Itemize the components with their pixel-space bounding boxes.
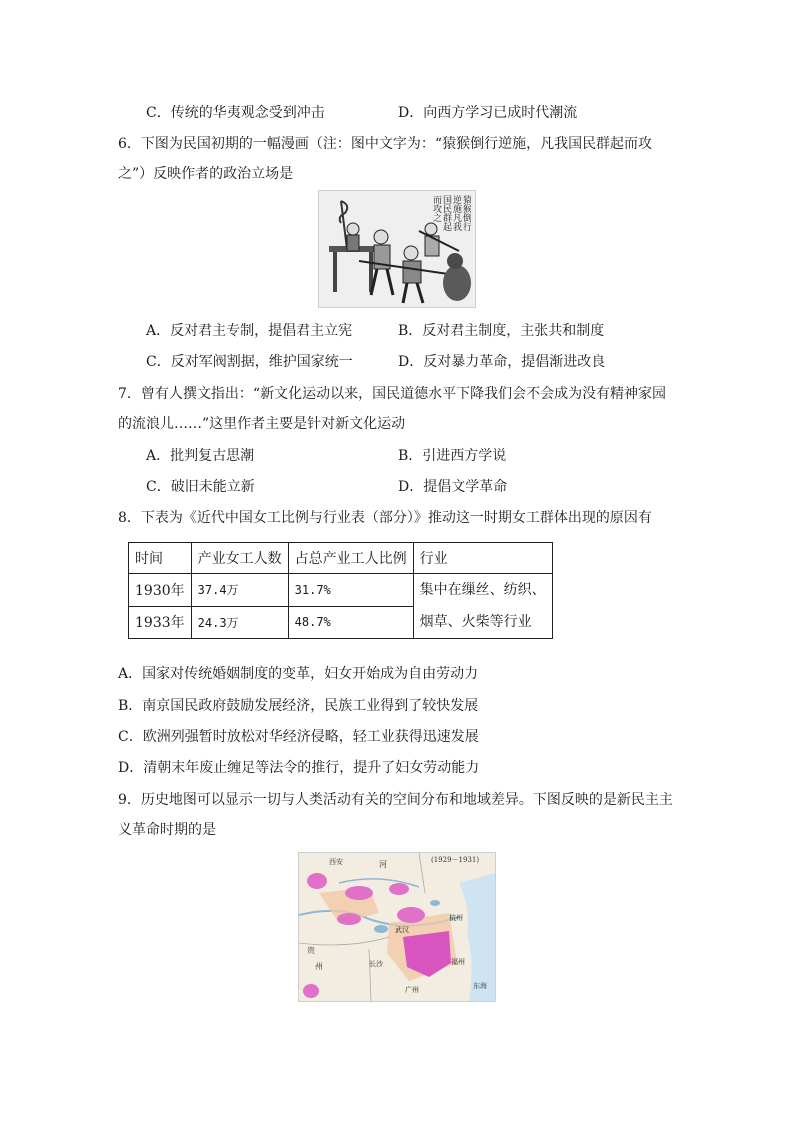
map-label-river: 河 bbox=[379, 860, 387, 869]
q7-option-b: B．引进西方学说 bbox=[398, 448, 507, 464]
map-label-dates: (1929－1931) bbox=[431, 856, 480, 864]
table-cell-count: 24.3万 bbox=[191, 606, 288, 639]
table-cell-year: 1930年 bbox=[129, 574, 192, 607]
q9-stem-line1: 9．历史地图可以显示一切与人类活动有关的空间分布和地域差异。下图反映的是新民主主 bbox=[118, 792, 673, 808]
table-header-row bbox=[129, 543, 553, 574]
table-header-cell: 产业女工人数 bbox=[191, 543, 288, 574]
map-label-wuhan: 武汉 bbox=[395, 926, 409, 934]
q6-option-d: D．反对暴力革命，提倡渐进改良 bbox=[398, 354, 606, 370]
q7-option-a: A．批判复古思潮 bbox=[146, 448, 255, 464]
map-label-sea: 东海 bbox=[473, 982, 487, 990]
table-header-cell: 时间 bbox=[129, 543, 192, 574]
table-cell-year: 1933年 bbox=[129, 606, 192, 639]
industry-line2: 烟草、火柴等行业 bbox=[419, 614, 532, 630]
table-cell-count: 37.4万 bbox=[191, 574, 288, 607]
table-header-cell: 占总产业工人比例 bbox=[288, 543, 413, 574]
q6-option-c: C．反对军阀割据，维护国家统一 bbox=[146, 354, 353, 370]
q6-stem-line2: 之”）反映作者的政治立场是 bbox=[118, 166, 294, 182]
table-row bbox=[129, 574, 553, 607]
q7-option-c: C．破旧未能立新 bbox=[146, 479, 255, 495]
map-label-guangzhou: 广州 bbox=[405, 986, 419, 994]
q7-option-d: D．提倡文学革命 bbox=[398, 479, 508, 495]
historical-map bbox=[298, 852, 496, 1002]
map-label-zhou: 州 bbox=[315, 962, 323, 971]
female-worker-table bbox=[128, 542, 553, 639]
q8-option-b: B．南京国民政府鼓励发展经济，民族工业得到了较快发展 bbox=[118, 698, 479, 714]
map-label-hangzhou: 杭州 bbox=[449, 914, 463, 922]
table-cell-industry bbox=[413, 574, 552, 639]
q8-stem: 8．下表为《近代中国女工比例与行业表（部分）》推动这一时期女工群体出现的原因有 bbox=[118, 510, 652, 526]
map-label-west: 西安 bbox=[329, 858, 343, 866]
q8-option-a: A．国家对传统婚姻制度的变革，妇女开始成为自由劳动力 bbox=[118, 666, 479, 682]
q7-stem-line2: 的流浪儿……”这里作者主要是针对新文化运动 bbox=[118, 416, 406, 432]
q8-option-d: D．清朝末年废止缠足等法令的推行，提升了妇女劳动能力 bbox=[118, 760, 480, 776]
cartoon-caption: 猿猴倒行逆施凡我国民群起而攻之 bbox=[431, 195, 471, 231]
q5-option-c: C．传统的华夷观念受到冲击 bbox=[146, 105, 325, 121]
table-header-cell: 行业 bbox=[413, 543, 552, 574]
q9-stem-line2: 义革命时期的是 bbox=[118, 822, 216, 838]
q6-stem-line1: 6．下图为民国初期的一幅漫画（注：图中文字为：“猿猴倒行逆施，凡我国民群起而攻 bbox=[118, 136, 653, 152]
map-label-fuzhou: 福州 bbox=[451, 958, 465, 966]
q5-option-d: D．向西方学习已成时代潮流 bbox=[398, 105, 578, 121]
q6-option-b: B．反对君主制度，主张共和制度 bbox=[398, 323, 605, 339]
industry-line1: 集中在缫丝、纺织、 bbox=[419, 582, 546, 598]
q6-option-a: A．反对君主专制，提倡君主立宪 bbox=[146, 323, 353, 339]
map-label-changsha: 长沙 bbox=[369, 960, 383, 968]
table-cell-ratio: 48.7% bbox=[288, 606, 413, 639]
q7-stem-line1: 7．曾有人撰文指出：“新文化运动以来，国民道德水平下降我们会不会成为没有精神家园 bbox=[118, 386, 667, 402]
cartoon-figure bbox=[318, 190, 476, 308]
map-label-gui: 贵 bbox=[307, 946, 315, 955]
q8-option-c: C．欧洲列强暂时放松对华经济侵略，轻工业获得迅速发展 bbox=[118, 729, 479, 745]
table-cell-ratio: 31.7% bbox=[288, 574, 413, 607]
